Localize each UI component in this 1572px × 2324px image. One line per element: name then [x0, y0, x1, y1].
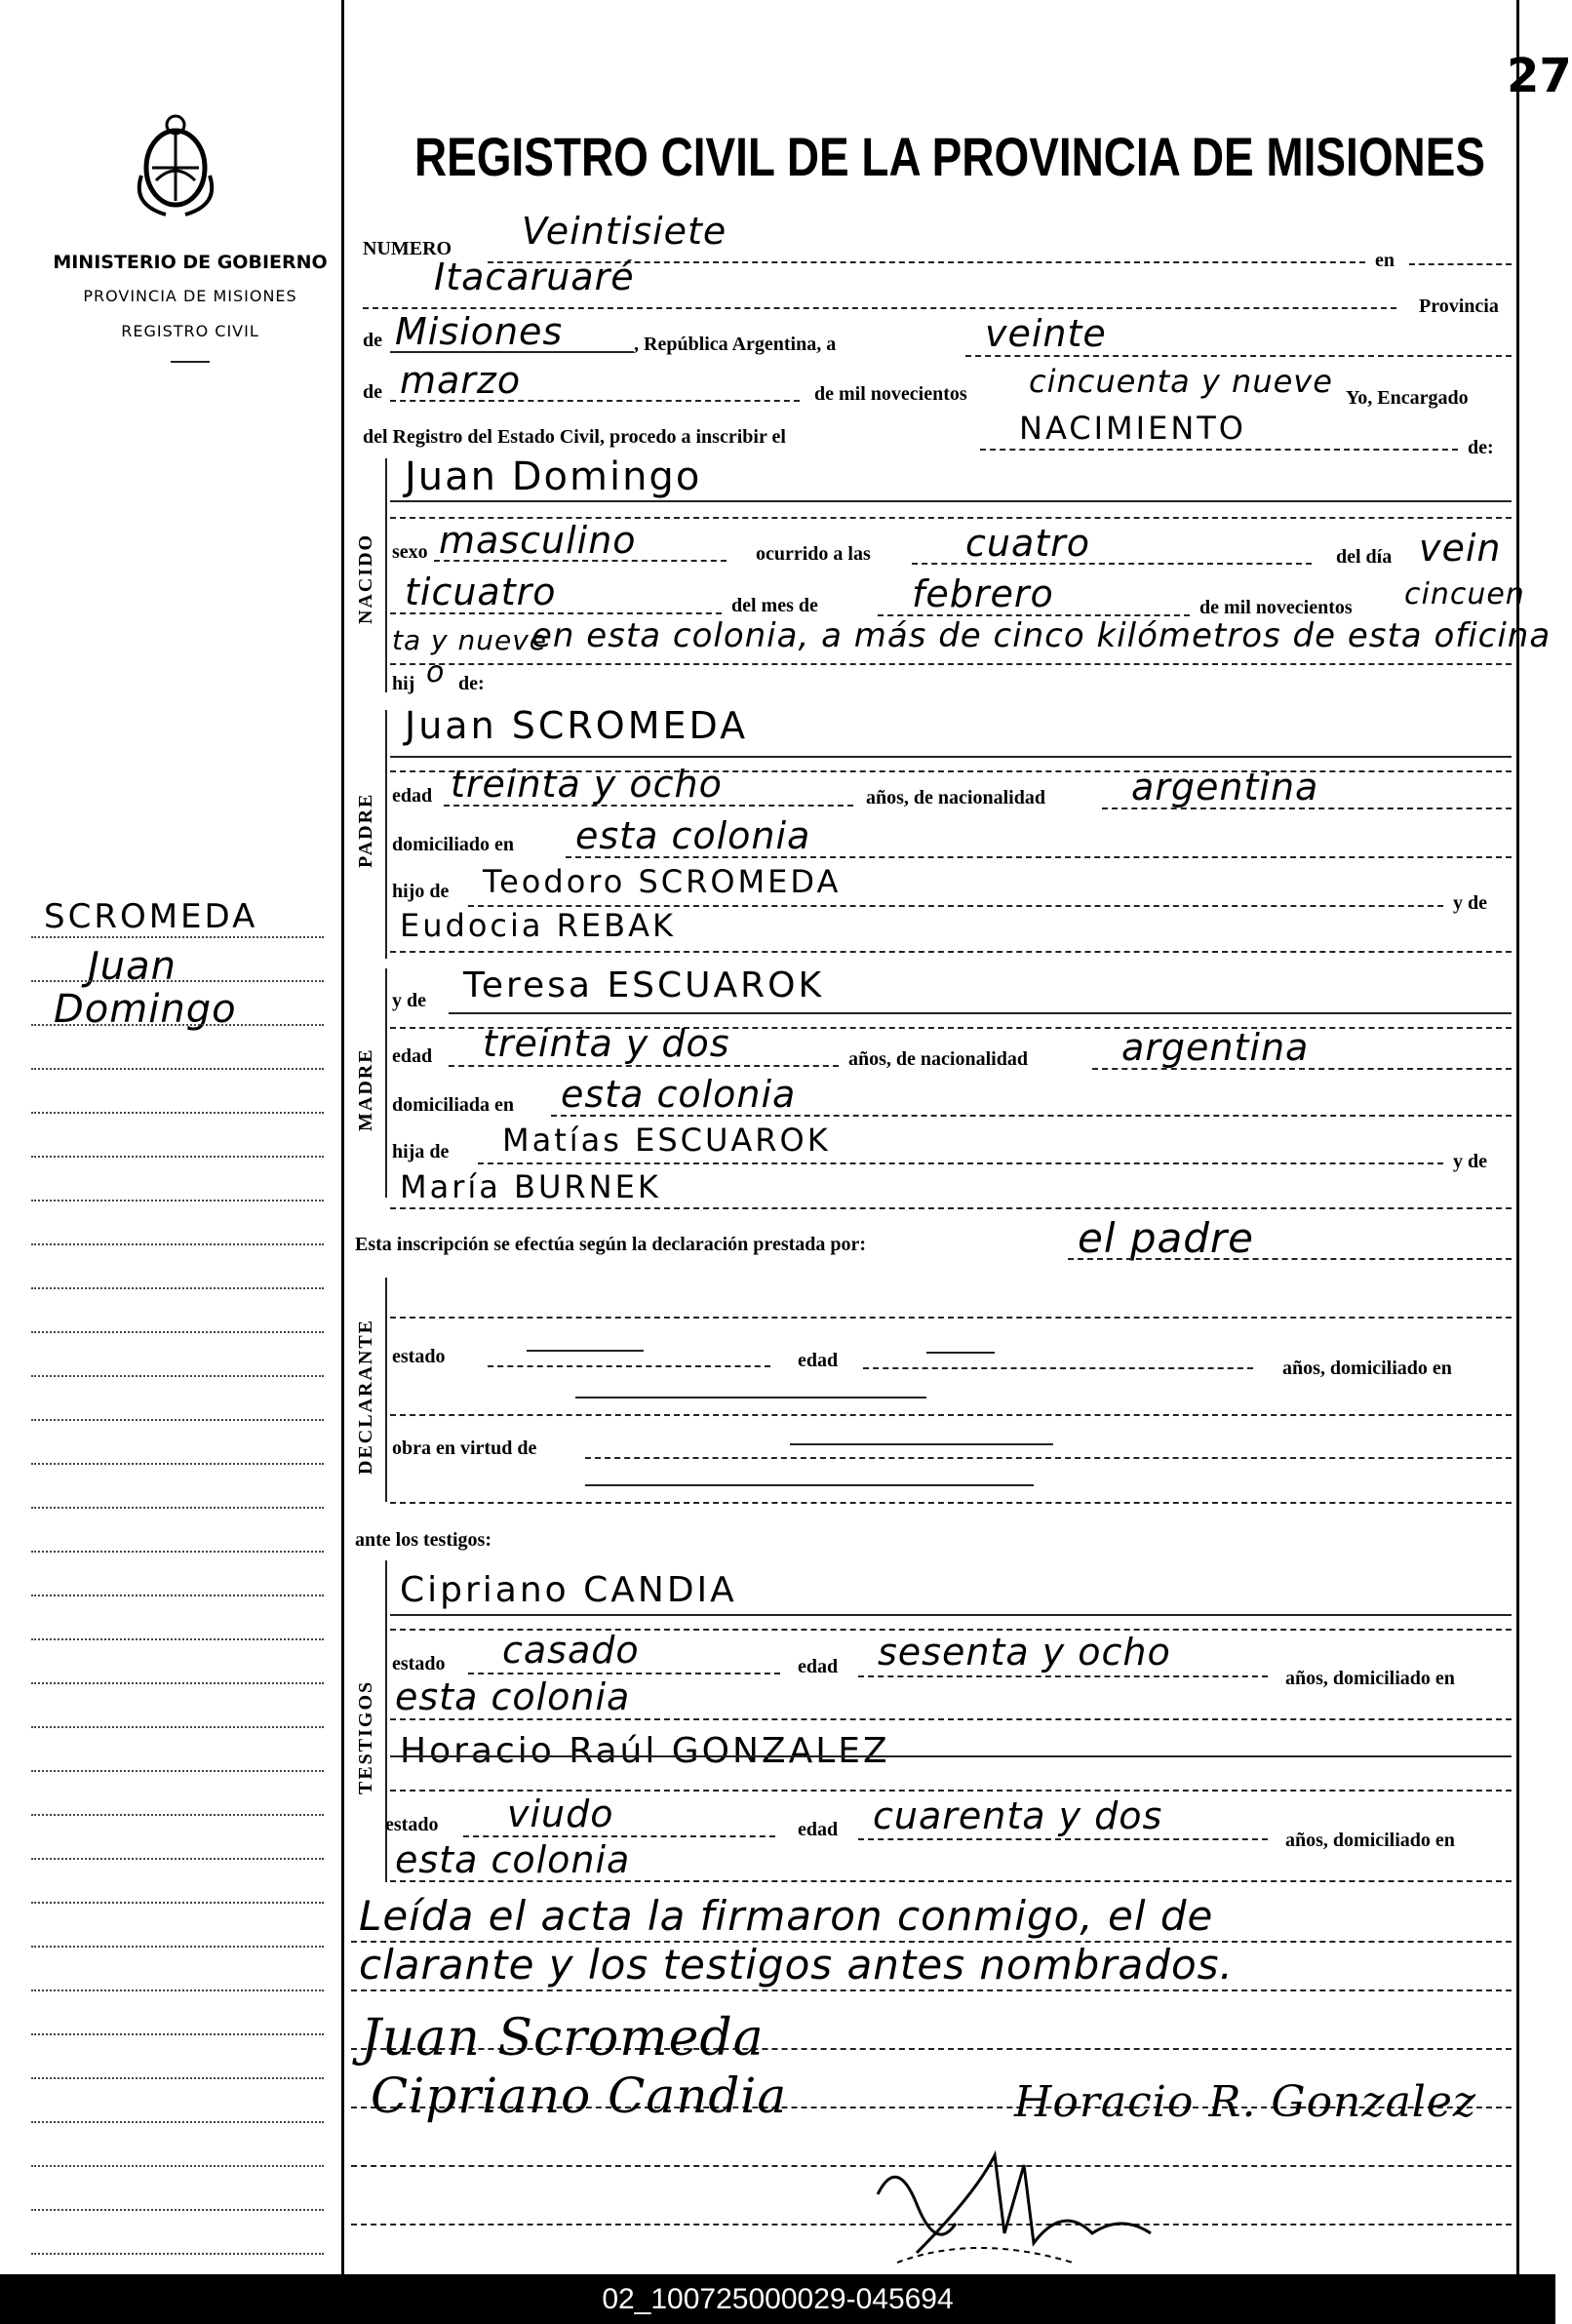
- dia-nac-2: ticuatro: [405, 571, 557, 613]
- y-do-label: y de: [392, 990, 426, 1011]
- fill-line: [858, 1838, 1268, 1840]
- de-mil-nov-label: de mil novecientos: [814, 383, 967, 405]
- section-padre: PADRE: [355, 792, 376, 868]
- hijo-de-label: hijo de: [392, 881, 450, 902]
- fill-line: [863, 1367, 1253, 1369]
- margin-line: [31, 2209, 324, 2211]
- edad-label: edad: [392, 785, 433, 807]
- fill-line: [390, 351, 634, 353]
- inscripcion-label: Esta inscripción se efectúa según la declaración prestada por:: [355, 1234, 867, 1255]
- registry-label: REGISTRO CIVIL: [121, 322, 259, 340]
- strike-line: [790, 1443, 1053, 1445]
- fill-line: [566, 856, 1512, 858]
- margin-line: [31, 1989, 324, 1991]
- hijo-label: hij: [392, 673, 415, 694]
- abuelo-materno: Matías ESCUAROK: [502, 1122, 831, 1159]
- fill-line: [390, 400, 800, 402]
- nacido-nombre: Juan Domingo: [405, 454, 702, 499]
- padre-edad: treinta y ocho: [451, 763, 723, 806]
- page-title: REGISTRO CIVIL DE LA PROVINCIA DE MISIONES: [414, 126, 1485, 187]
- anos-nac-label: años, de nacionalidad: [866, 787, 1045, 808]
- section-nacido: NACIDO: [355, 532, 376, 624]
- numero-value: Veintisiete: [522, 210, 727, 253]
- section-testigos: TESTIGOS: [355, 1679, 376, 1794]
- testigo2-estado: viudo: [507, 1792, 614, 1835]
- domiciliado-label: domiciliado en: [392, 834, 515, 855]
- ante-testigos-label: ante los testigos:: [355, 1529, 491, 1551]
- fill-line: [1409, 263, 1512, 265]
- edad4-label: edad: [798, 1656, 839, 1677]
- anio-nac-1: cincuen: [1404, 577, 1525, 611]
- margin-line: [31, 1507, 324, 1509]
- hijo-suffix: o: [426, 655, 446, 689]
- left-margin-rule: [341, 0, 344, 2274]
- hija-de-label: hija de: [392, 1141, 450, 1162]
- section-bracket: [385, 710, 390, 959]
- margin-line: [31, 2165, 324, 2167]
- margin-line: [31, 980, 324, 982]
- republica-label: , República Argentina, a: [634, 334, 837, 355]
- fill-line: [390, 612, 722, 614]
- margin-line: [31, 1200, 324, 1201]
- margin-line: [31, 1946, 324, 1948]
- strike-line: [926, 1352, 995, 1354]
- signature-3: Horacio R. Gonzalez: [1014, 2077, 1477, 2127]
- right-margin-rule: [1516, 0, 1519, 2274]
- margin-line: [31, 1243, 324, 1245]
- lugar-nac: en esta colonia, a más de cinco kilómetros de esta oficina: [531, 616, 1552, 655]
- dia-value: veinte: [985, 312, 1107, 355]
- anos-dom2-label: años, domiciliado en: [1285, 1668, 1455, 1689]
- margin-line: [31, 1551, 324, 1553]
- testigo1-edad: sesenta y ocho: [878, 1631, 1171, 1674]
- edad3-label: edad: [798, 1350, 839, 1371]
- cierre-line-1: Leída el acta la firmaron conmigo, el de: [359, 1892, 1214, 1940]
- fill-line: [449, 1065, 839, 1067]
- fill-line: [858, 1675, 1268, 1677]
- margin-line: [31, 1638, 324, 1640]
- fill-line: [468, 1673, 780, 1674]
- fill-line: [363, 307, 1396, 309]
- madre-domicilio: esta colonia: [561, 1073, 797, 1116]
- margin-line: [31, 936, 324, 938]
- testigo1-estado: casado: [502, 1629, 640, 1672]
- signature-2: Cipriano Candia: [371, 2068, 788, 2124]
- fill-line: [390, 1880, 1512, 1882]
- strike-line: [575, 1397, 926, 1398]
- section-declarante: DECLARANTE: [355, 1318, 376, 1475]
- margin-line: [31, 1112, 324, 1114]
- sexo-value: masculino: [439, 519, 637, 562]
- strike-line: [527, 1350, 644, 1352]
- de-mil-nov2-label: de mil novecientos: [1199, 597, 1353, 618]
- margin-line: [31, 1068, 324, 1070]
- fill-line: [463, 1835, 775, 1837]
- testigo2-nombre: Horacio Raúl GONZALEZ: [400, 1731, 890, 1771]
- padre-nombre: Juan SCROMEDA: [405, 704, 749, 747]
- fill-line: [551, 1115, 1512, 1117]
- fill-line: [390, 1207, 1512, 1209]
- fill-line: [1092, 1068, 1512, 1070]
- section-bracket: [385, 968, 390, 1198]
- margin-line: [31, 1770, 324, 1772]
- edad2-label: edad: [392, 1045, 433, 1067]
- margin-surname: SCROMEDA: [44, 897, 258, 936]
- mes-value: marzo: [400, 359, 522, 402]
- yo-encargado-label: Yo, Encargado: [1346, 387, 1469, 409]
- fill-line: [390, 1614, 1512, 1616]
- fill-line: [912, 563, 1312, 565]
- fill-line: [390, 663, 1512, 665]
- declarante-value: el padre: [1078, 1214, 1255, 1262]
- fill-line: [390, 951, 1512, 953]
- margin-line: [31, 1814, 324, 1816]
- margin-line: [31, 2033, 324, 2035]
- hora-value: cuatro: [965, 522, 1091, 565]
- document-id-footer: 02_100725000029-045694: [0, 2274, 1555, 2324]
- del-registro-label: del Registro del Estado Civil, procedo a inscribir el: [363, 426, 786, 448]
- margin-line: [31, 1331, 324, 1333]
- fill-line: [1068, 1258, 1512, 1260]
- domiciliada-label: domiciliada en: [392, 1094, 515, 1116]
- fill-line: [478, 1162, 1443, 1164]
- numero-label: NUMERO: [363, 238, 452, 259]
- margin-line: [31, 1419, 324, 1421]
- obra-label: obra en virtud de: [392, 1438, 537, 1459]
- de2-label: de: [363, 381, 382, 403]
- margin-line: [31, 1287, 324, 1289]
- fill-line: [488, 1365, 770, 1367]
- testigo1-nombre: Cipriano CANDIA: [400, 1570, 737, 1610]
- lugar-value: Itacaruaré: [434, 256, 635, 298]
- anio-nac-2: ta y nueve: [392, 624, 548, 656]
- fill-line: [390, 1755, 1512, 1757]
- argentine-coat-of-arms-icon: [127, 107, 224, 224]
- fill-line: [449, 1012, 1512, 1014]
- margin-line: [31, 1858, 324, 1860]
- margin-given-1: Juan: [88, 944, 177, 989]
- fill-line: [390, 1414, 1512, 1416]
- abuelo-paterno: Teodoro SCROMEDA: [483, 863, 842, 900]
- margin-line: [31, 1156, 324, 1158]
- tipo-value: NACIMIENTO: [1019, 410, 1246, 447]
- cierre-line-2: clarante y los testigos antes nombrados.: [359, 1941, 1234, 1989]
- estado2-label: estado: [392, 1653, 446, 1674]
- margin-line: [31, 1902, 324, 1904]
- y-de2-label: y de: [1453, 1151, 1487, 1172]
- madre-edad: treinta y dos: [483, 1022, 730, 1065]
- fill-line: [390, 1317, 1512, 1319]
- page-number: 27: [1507, 49, 1572, 103]
- edad5-label: edad: [798, 1819, 839, 1840]
- de-colon2-label: de:: [458, 673, 485, 694]
- provincia-value: Misiones: [395, 310, 564, 353]
- testigo2-domicilio: esta colonia: [395, 1838, 631, 1881]
- y-de-label: y de: [1453, 892, 1487, 914]
- province-label: PROVINCIA DE MISIONES: [83, 287, 297, 305]
- margin-line: [31, 1024, 324, 1026]
- anos-nac2-label: años, de nacionalidad: [848, 1048, 1028, 1070]
- margin-line: [31, 1682, 324, 1684]
- sexo-label: sexo: [392, 541, 428, 563]
- de-colon-label: de:: [1468, 437, 1494, 458]
- ministry-divider: [171, 361, 210, 363]
- testigo1-domicilio: esta colonia: [395, 1675, 631, 1718]
- fill-line: [390, 1502, 1512, 1504]
- fill-line: [351, 1989, 1512, 1991]
- margin-line: [31, 2121, 324, 2123]
- strike-line: [585, 1484, 1034, 1486]
- del-mes-label: del mes de: [731, 595, 818, 616]
- margin-line: [31, 1463, 324, 1465]
- margin-line: [31, 1375, 324, 1377]
- del-dia-label: del día: [1336, 546, 1393, 568]
- margin-line: [31, 1726, 324, 1728]
- fill-line: [1102, 807, 1512, 809]
- fill-line: [390, 1790, 1512, 1792]
- fill-line: [390, 756, 1512, 758]
- fill-line: [980, 449, 1458, 451]
- padre-nacionalidad: argentina: [1131, 766, 1319, 808]
- ocurrido-label: ocurrido a las: [756, 543, 871, 565]
- section-bracket: [385, 1278, 390, 1502]
- margin-line: [31, 2077, 324, 2079]
- padre-domicilio: esta colonia: [575, 814, 811, 857]
- margin-line: [31, 1595, 324, 1596]
- margin-line: [31, 2253, 324, 2255]
- provincia-label: Provincia: [1419, 295, 1499, 317]
- section-bracket: [385, 458, 390, 692]
- section-madre: MADRE: [355, 1047, 376, 1131]
- abuela-materna: María BURNEK: [400, 1168, 661, 1205]
- mes-nac: febrero: [912, 572, 1054, 615]
- abuela-paterna: Eudocia REBAK: [400, 907, 676, 944]
- fill-line: [390, 1718, 1512, 1720]
- de-label: de: [363, 330, 382, 351]
- anos-dom-label: años, domiciliado en: [1282, 1358, 1452, 1379]
- estado3-label: estado: [385, 1814, 439, 1835]
- fill-line: [965, 355, 1512, 357]
- madre-nombre: Teresa ESCUAROK: [463, 965, 825, 1005]
- ministry-label: MINISTERIO DE GOBIERNO: [53, 252, 328, 273]
- anio-value: cincuenta y nueve: [1029, 363, 1333, 400]
- fill-line: [390, 500, 1512, 502]
- anos-dom3-label: años, domiciliado en: [1285, 1830, 1455, 1851]
- dia-nac-1: vein: [1419, 527, 1502, 570]
- madre-nacionalidad: argentina: [1121, 1026, 1310, 1069]
- testigo2-edad: cuarenta y dos: [873, 1794, 1163, 1837]
- fill-line: [444, 805, 853, 807]
- registrar-signature-icon: [858, 2136, 1209, 2272]
- en-label: en: [1375, 250, 1395, 271]
- fill-line: [434, 560, 727, 562]
- margin-given-2: Domingo: [54, 987, 237, 1032]
- estado-label: estado: [392, 1346, 446, 1367]
- signature-1: Juan Scromeda: [361, 2009, 765, 2068]
- fill-line: [585, 1457, 1512, 1459]
